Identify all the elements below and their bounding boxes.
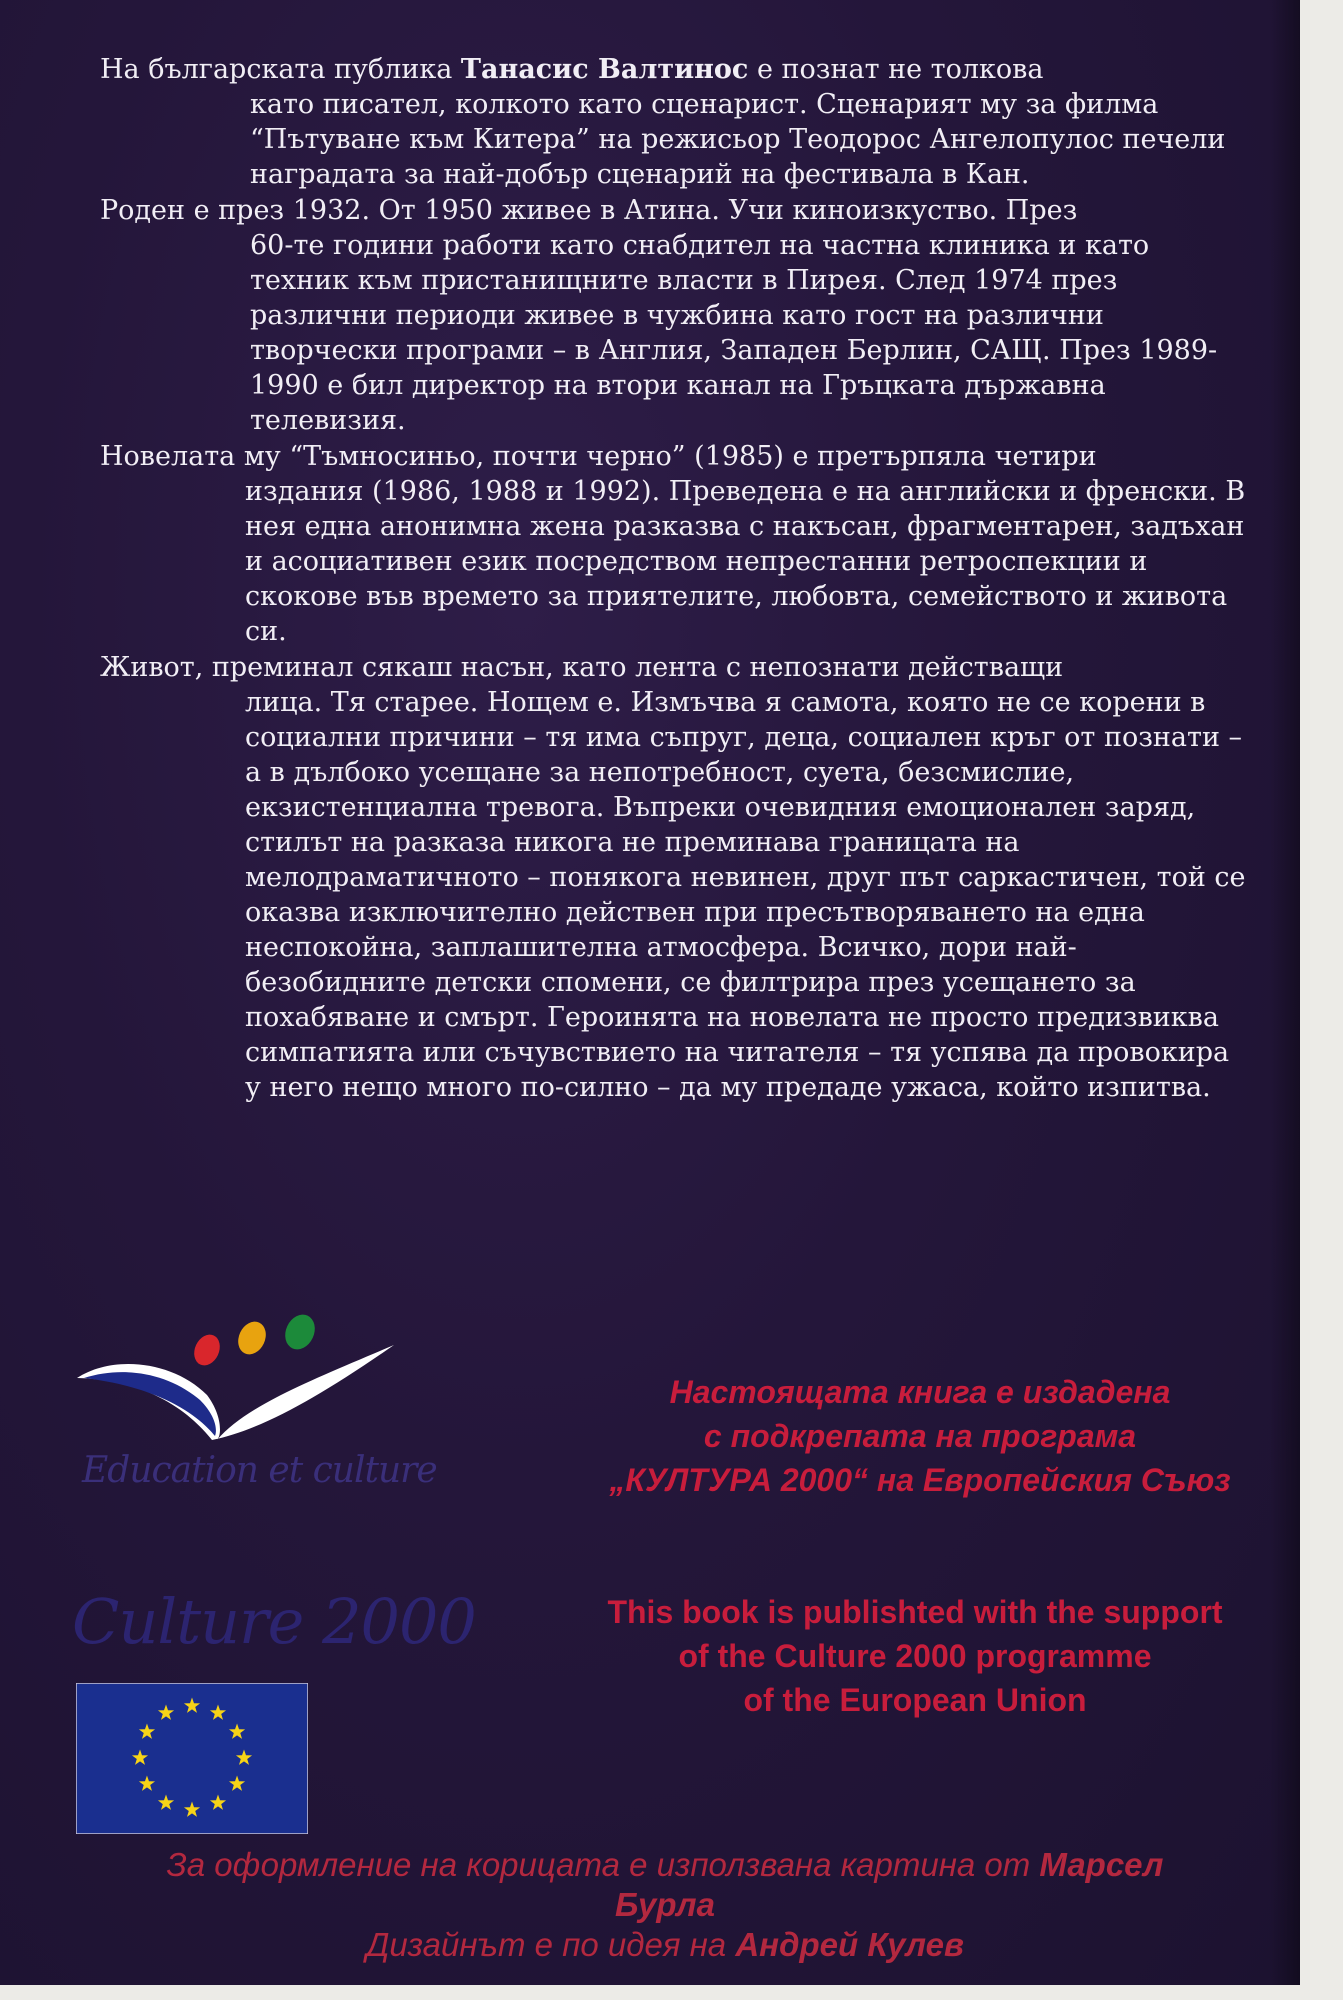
paragraph-4 — [100, 650, 1250, 1105]
credits-line-1: За оформление на корицата е използвана картина от Марсел Бурла — [166, 1846, 1164, 1923]
support-en-line-1: This book is publishted with the support — [607, 1594, 1223, 1630]
education-culture-text: Education et culture — [82, 1450, 437, 1491]
paragraph-2-body: 60-те години работи като снабдител на частна клиника и като техник към пристанищните власти в Пирея. След 1974 през различни периоди живее в чужбина като гост на различни творчески програми – в Англия, Западен Берлин, САЩ. През 1989-1990 е бил директор на втори канал на Гръцката държавна телевизия. — [250, 230, 1218, 436]
paragraph-1 — [100, 52, 1250, 192]
support-en-line-2: of the Culture 2000 programme — [678, 1638, 1152, 1674]
eu-flag-icon — [76, 1683, 308, 1834]
support-bg-line-2: с подкрепата на програма — [703, 1418, 1137, 1454]
paragraph-3-first-line: Новелата му “Тъмносиньо, почти черно” (1985) е претърпяла четири — [100, 441, 1097, 472]
paragraph-3-body: издания (1986, 1988 и 1992). Преведена е на английски и френски. В нея една анонимна жена разказва с накъсан, фрагментарен, задъхан и асоциативен език посредством непрестанни ретроспекции и скокове във времето за приятелите, любовта, семейството и живота си. — [245, 476, 1246, 647]
paragraph-1-first-line: На българската публика Танасис Валтинос е познат не толкова — [100, 54, 1044, 85]
culture-2000-logo: Culture 2000 — [72, 1585, 476, 1658]
support-bg-line-3: „КУЛТУРА 2000“ на Европейския Съюз — [609, 1462, 1231, 1498]
support-notice-english — [555, 1590, 1275, 1722]
author-name: Танасис Валтинос — [460, 54, 749, 85]
paragraph-3 — [100, 439, 1250, 649]
paragraph-2-first-line: Роден е през 1932. От 1950 живее в Атина. Учи киноизкуство. През — [100, 195, 1078, 226]
paragraph-2 — [100, 193, 1250, 438]
support-bg-line-1: Настоящата книга е издадена — [669, 1374, 1171, 1410]
cover-credits — [140, 1845, 1190, 1965]
credits-line-2: Дизайнът е по идея на Андрей Кулев — [366, 1926, 964, 1963]
description-text — [100, 52, 1250, 1106]
paragraph-4-first-line: Живот, преминал сякаш насън, като лента с непознати действащи — [100, 652, 1064, 683]
paragraph-1-body: като писател, колкото като сценарист. Сценарият му за филма “Пътуване към Китера” на режисьор Теодорос Ангелопулос печели наградата за най-добър сценарий на фестивала в Кан. — [250, 89, 1226, 190]
painter-name: Марсел Бурла — [615, 1846, 1164, 1923]
paragraph-4-body: лица. Тя старее. Нощем е. Измъчва я самота, която не се корени в социални причини – тя има съпруг, деца, социален кръг от познати – а в дълбоко усещане за непотребност, суета, безсмислие, екзистенциална тревога. Въпреки очевидния емоционален заряд, стилът на разказа никога не преминава границата на мелодраматичното – понякога невинен, друг път саркастичен, той се оказва изключително действен при пресътворяването на една неспокойна, заплашителна атмосфера. Всичко, дори най-безобидните детски спомени, се филтрира през усещането за похабяване и смърт. Героинята на новелата не просто предизвиква симпатията или съчувствието на читателя – тя успява да провокира у него нещо много по-силно – да му предаде ужаса, който изпитва. — [245, 687, 1246, 1103]
support-notice-bulgarian — [580, 1370, 1260, 1502]
designer-name: Андрей Кулев — [735, 1926, 964, 1963]
support-en-line-3: of the European Union — [743, 1682, 1087, 1718]
